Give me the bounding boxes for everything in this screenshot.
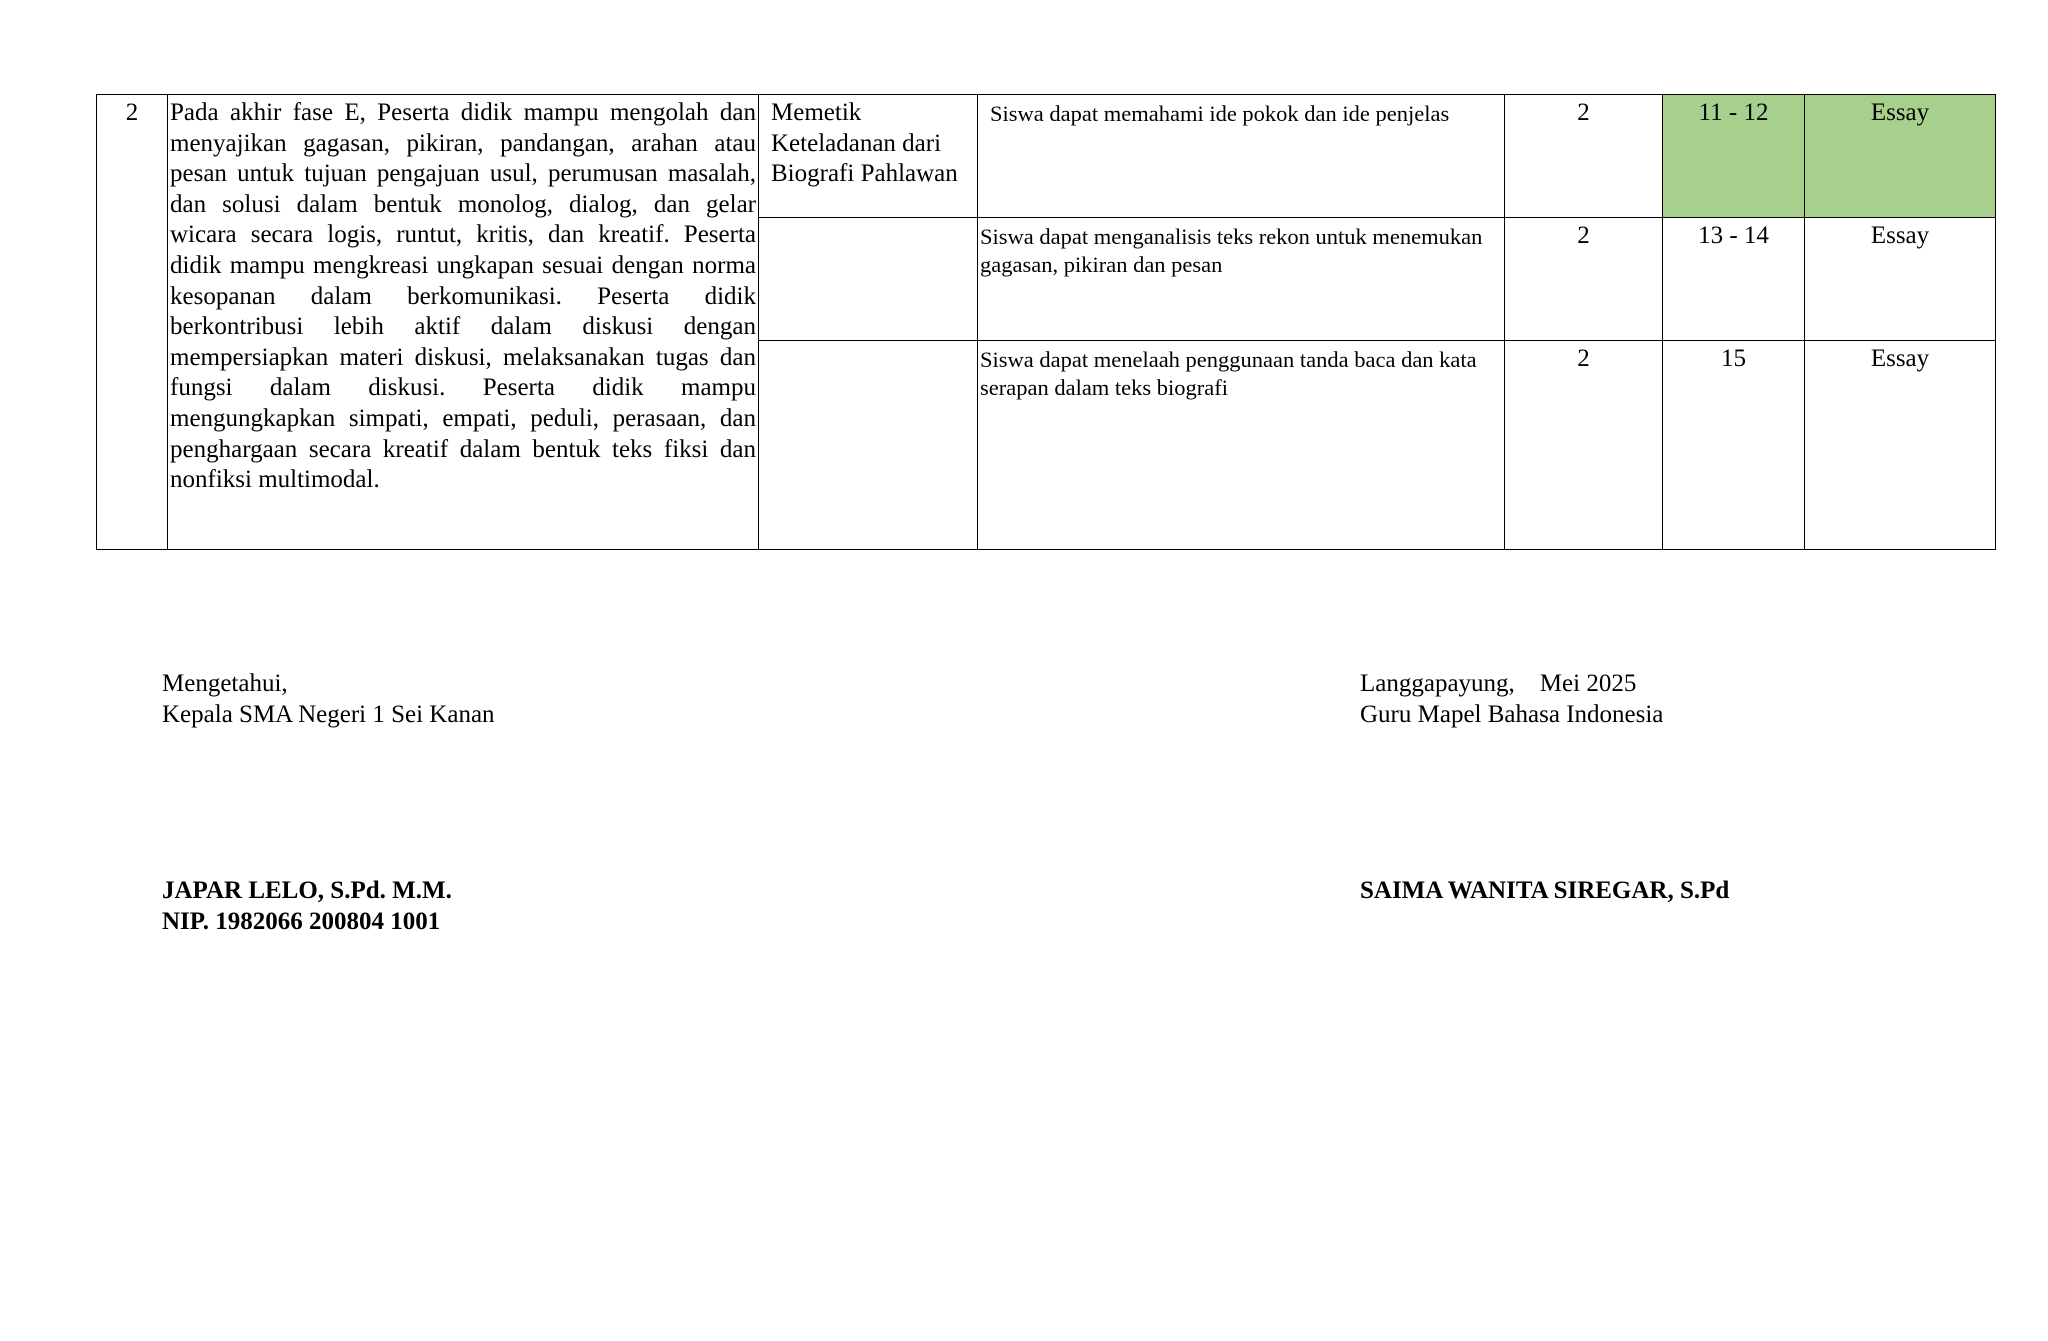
indicator-cell: Siswa dapat memahami ide pokok dan ide penjelas	[978, 95, 1505, 218]
level-cell: 2	[1505, 341, 1663, 550]
principal-title: Kepala SMA Negeri 1 Sei Kanan	[162, 701, 495, 728]
principal-name: JAPAR LELO, S.Pd. M.M.	[162, 877, 452, 904]
assessment-grid-table	[96, 94, 1996, 550]
material-cell: Memetik Keteladanan dari Biografi Pahlawan	[759, 95, 978, 218]
teacher-name: SAIMA WANITA SIREGAR, S.Pd	[1360, 877, 1730, 904]
teacher-title: Guru Mapel Bahasa Indonesia	[1360, 701, 1664, 728]
level-cell: 2	[1505, 95, 1663, 218]
principal-signature-block	[162, 668, 495, 730]
place-date: Langgapayung, Mei 2025	[1360, 670, 1637, 697]
question-number-cell: 13 - 14	[1663, 218, 1805, 341]
level-cell: 2	[1505, 218, 1663, 341]
question-number-cell: 11 - 12	[1663, 95, 1805, 218]
material-cell-empty	[759, 341, 978, 550]
teacher-name-block	[1360, 875, 1729, 906]
material-cell-empty	[759, 218, 978, 341]
question-form-cell: Essay	[1805, 218, 1996, 341]
acknowledged-label: Mengetahui,	[162, 670, 288, 697]
indicator-cell: Siswa dapat menelaah penggunaan tanda baca dan kata serapan dalam teks biografi	[978, 341, 1505, 550]
row-number-cell: 2	[97, 95, 168, 550]
teacher-signature-block	[1360, 668, 1663, 730]
table-row	[97, 95, 1996, 218]
question-number-cell: 15	[1663, 341, 1805, 550]
principal-nip: NIP. 1982066 200804 1001	[162, 908, 441, 935]
question-form-cell: Essay	[1805, 95, 1996, 218]
question-form-cell: Essay	[1805, 341, 1996, 550]
indicator-cell: Siswa dapat menganalisis teks rekon untuk menemukan gagasan, pikiran dan pesan	[978, 218, 1505, 341]
principal-name-block	[162, 875, 452, 937]
learning-outcome-cell: Pada akhir fase E, Peserta didik mampu mengolah dan menyajikan gagasan, pikiran, pandangan, arahan atau pesan untuk tujuan pengajuan usul, perumusan masalah, dan solusi dalam bentuk monolog, dialog, dan gelar wicara secara logis, runtut, kritis, dan kreatif. Peserta didik mampu mengkreasi ungkapan sesuai dengan norma kesopanan dalam berkomunikasi. Peserta didik berkontribusi lebih aktif dalam diskusi dengan mempersiapkan materi diskusi, melaksanakan tugas dan fungsi dalam diskusi. Peserta didik mampu mengungkapkan simpati, empati, peduli, perasaan, dan penghargaan secara kreatif dalam bentuk teks fiksi dan nonfiksi multimodal.	[168, 95, 759, 550]
